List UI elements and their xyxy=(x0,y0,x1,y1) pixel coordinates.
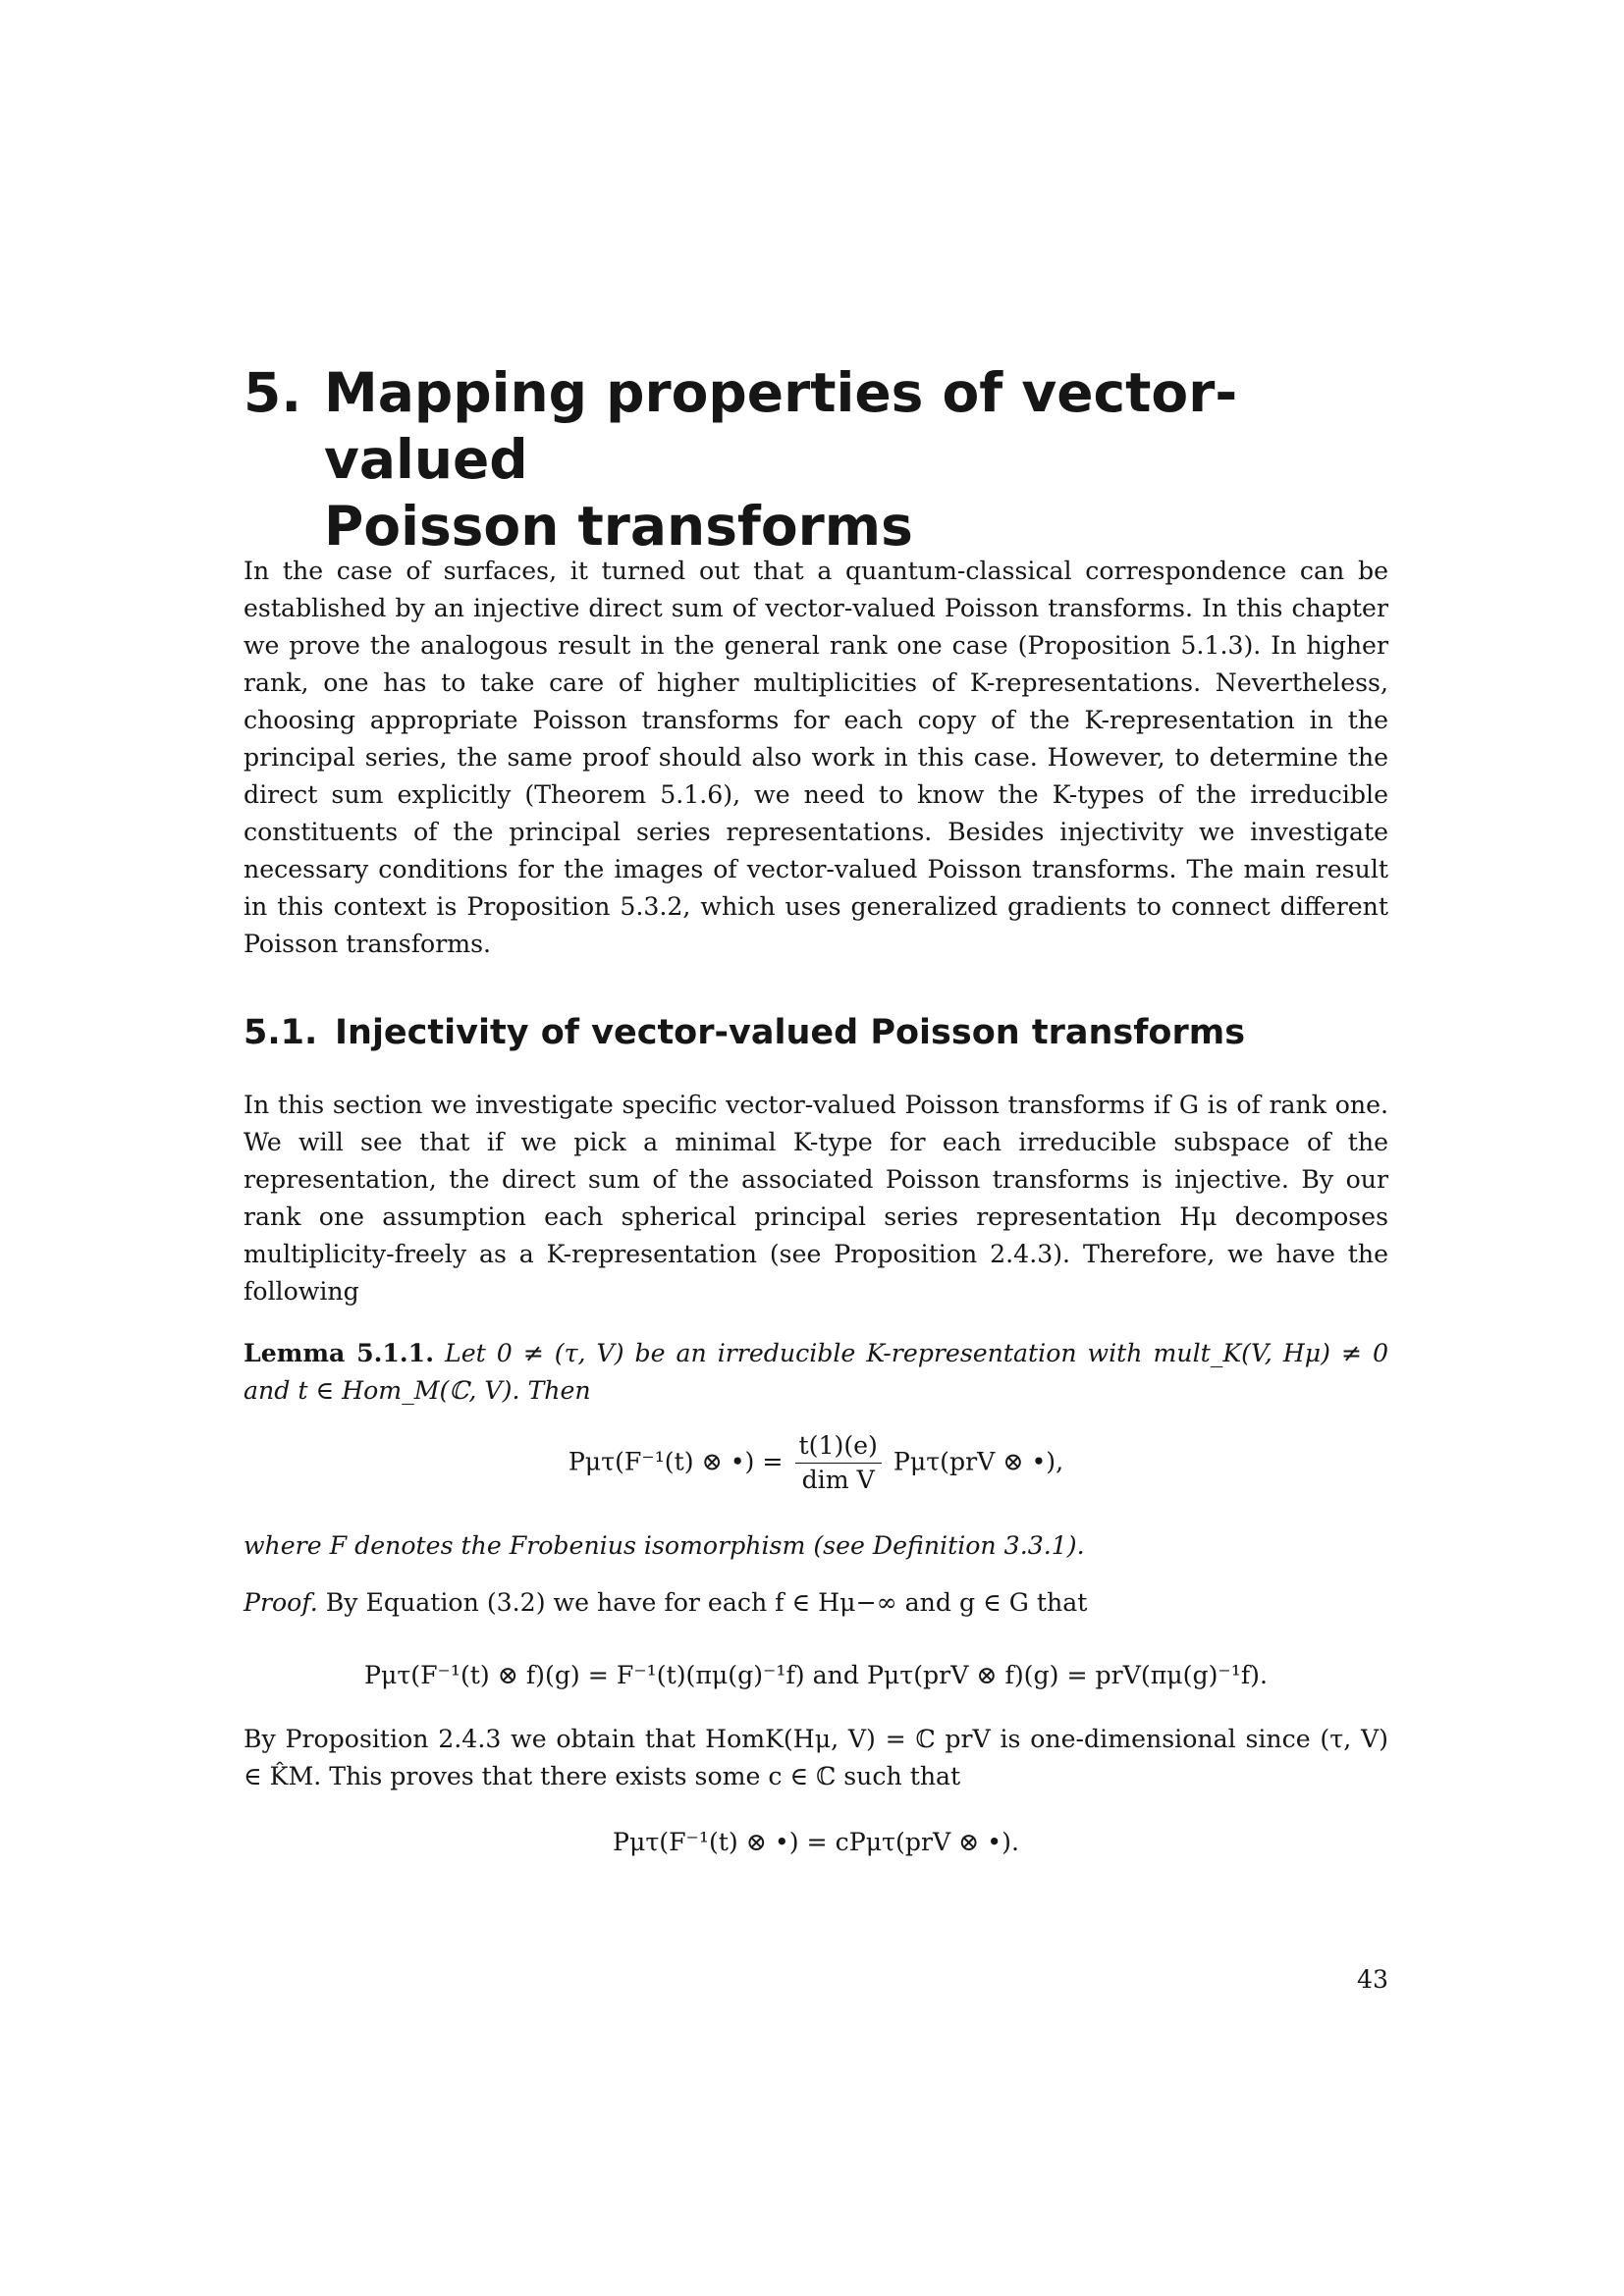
lemma-eq-rhs: Pμτ(prV ⊗ •), xyxy=(893,1447,1064,1476)
section-title-text: Injectivity of vector-valued Poisson transforms xyxy=(335,1013,1246,1052)
lemma-eq-numerator: t(1)(e) xyxy=(795,1429,882,1464)
chapter-number: 5. xyxy=(244,361,302,424)
proof-paragraph-2: By Proposition 2.4.3 we obtain that HomK(Hμ, V) = ℂ prV is one-dimensional since (τ, V) ∈ K̂M. This proves that there exists some c ∈ ℂ such that xyxy=(244,1725,1388,1790)
section-paragraph: In this section we investigate specific vector-valued Poisson transforms if G is of rank one. We will see that if we pick a minimal K-type for each irreducible subspace of the representation, the direct sum of the associated Poisson transforms is injective. By our rank one assumption each spherical principal series representation Hμ decomposes multiplicity-freely as a K-representation (see Proposition 2.4.3). Therefore, we have the following xyxy=(244,1091,1388,1306)
section-title xyxy=(244,1011,1245,1054)
page-number: 43 xyxy=(1356,1965,1388,1994)
lemma-heading: Lemma 5.1.1. xyxy=(244,1338,434,1367)
lemma-eq-lhs: Pμτ(F⁻¹(t) ⊗ •) = xyxy=(568,1447,784,1476)
lemma-eq-denominator: dim V xyxy=(801,1466,875,1494)
section-number: 5.1. xyxy=(244,1013,318,1052)
proof-equation-2: Pμτ(F⁻¹(t) ⊗ •) = cPμτ(prV ⊗ •). xyxy=(613,1828,1019,1856)
intro-paragraph: In the case of surfaces, it turned out that a quantum-classical correspondence can be established by an injective direct sum of vector-valued Poisson transforms. In this chapter we prove the analogous result in the general rank one case (Proposition 5.1.3). In higher rank, one has to take care of higher multiplicities of K-representations. Nevertheless, choosing appropriate Poisson transforms for each copy of the K-representation in the principal series, the same proof should also work in this case. However, to determine the direct sum explicitly (Theorem 5.1.6), we need to know the K-types of the irreducible constituents of the principal series representations. Besides injectivity we investigate necessary conditions for the images of vector-valued Poisson transforms. The main result in this context is Proposition 5.3.2, which uses generalized gradients to connect different Poisson transforms. xyxy=(244,557,1388,958)
proof-paragraph xyxy=(244,1584,1388,1622)
chapter-title-text xyxy=(324,359,1404,560)
chapter-title-line2: Poisson transforms xyxy=(324,495,913,558)
proof-heading: Proof. xyxy=(244,1588,318,1617)
chapter-title-line1: Mapping properties of vector-valued xyxy=(324,361,1238,491)
proof-equation-1: Pμτ(F⁻¹(t) ⊗ f)(g) = F⁻¹(t)(πμ(g)⁻¹f) and Pμτ(prV ⊗ f)(g) = prV(πμ(g)⁻¹f). xyxy=(364,1661,1268,1689)
lemma-eq-fraction xyxy=(795,1429,882,1497)
lemma-equation xyxy=(244,1429,1388,1497)
proof-text: By Equation (3.2) we have for each f ∈ Hμ−∞ and g ∈ G that xyxy=(325,1588,1088,1617)
lemma-text: Let 0 ≠ (τ, V) be an irreducible K-representation with mult_K(V, Hμ) ≠ 0 and t ∈ Hom_M(ℂ, V). Then xyxy=(244,1339,1388,1405)
lemma-statement xyxy=(244,1334,1388,1410)
lemma-after-text: where F denotes the Frobenius isomorphism (see Definition 3.3.1). xyxy=(244,1531,1085,1560)
